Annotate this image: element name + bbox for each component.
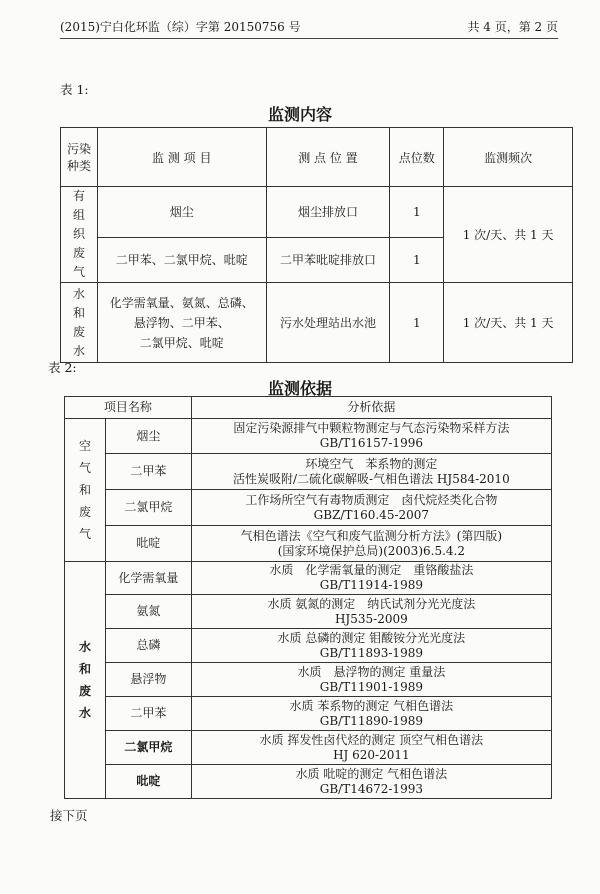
- header-pollution-type: 污染 种类: [61, 128, 98, 187]
- basis-cell: 气相色谱法《空气和废气监测分析方法》(第四版) (国家环境保护总局)(2003)6.5.4.2: [191, 526, 551, 562]
- document-number: (2015)宁白化环监（综）字第 20150756 号: [60, 20, 301, 34]
- table-row: [65, 526, 552, 562]
- item-cell: 烟尘: [97, 187, 266, 238]
- basis-cell: 水质 悬浮物的测定 重量法 GB/T11901-1989: [191, 663, 551, 697]
- table-row: [61, 283, 573, 363]
- location-cell: 二甲苯吡啶排放口: [266, 237, 390, 282]
- table-row: [65, 663, 552, 697]
- item-name-cell: 二甲苯: [105, 697, 191, 731]
- points-cell: 1: [390, 237, 444, 282]
- table-row: [65, 454, 552, 490]
- item-cell: 化学需氧量、氨氮、总磷、 悬浮物、二甲苯、 二氯甲烷、吡啶: [97, 283, 266, 363]
- item-name-cell: 二氯甲烷: [105, 731, 191, 765]
- table-row: [65, 697, 552, 731]
- table-header-row: [61, 128, 573, 187]
- frequency-cell: 1 次/天、共 1 天: [444, 283, 573, 363]
- table1-title: 监测内容: [267, 105, 332, 124]
- header-location: 测 点 位 置: [266, 128, 390, 187]
- basis-cell: 水质 氨氮的测定 纳氏试剂分光光度法 HJ535-2009: [191, 595, 551, 629]
- header-item: 监 测 项 目: [97, 128, 266, 187]
- basis-cell: 水质 吡啶的测定 气相色谱法 GB/T14672-1993: [191, 765, 551, 799]
- pollution-type-organized-gas: 有 组 织 废 气: [61, 187, 98, 283]
- item-name-cell: 吡啶: [105, 526, 191, 562]
- points-cell: 1: [390, 187, 444, 238]
- table-row: [65, 629, 552, 663]
- header-frequency: 监测频次: [444, 128, 573, 187]
- location-cell: 烟尘排放口: [266, 187, 390, 238]
- continue-next-page: 接下页: [50, 808, 88, 823]
- header-item-name: 项目名称: [65, 397, 192, 419]
- page-info: 共 4 页，第 2 页: [467, 20, 558, 34]
- pollution-type-water: 水 和 废 水: [61, 283, 98, 363]
- basis-cell: 水质 挥发性卤代烃的测定 顶空气相色谱法 HJ 620-2011: [191, 731, 551, 765]
- table-row: [65, 419, 552, 454]
- frequency-cell: 1 次/天、共 1 天: [444, 187, 573, 283]
- monitoring-content-table: [60, 127, 573, 363]
- header-basis: 分析依据: [191, 397, 551, 419]
- item-name-cell: 二氯甲烷: [105, 490, 191, 526]
- basis-cell: 工作场所空气有毒物质测定 卤代烷烃类化合物 GBZ/T160.45-2007: [191, 490, 551, 526]
- basis-cell: 水质 化学需氧量的测定 重铬酸盐法 GB/T11914-1989: [191, 562, 551, 595]
- table-row: [65, 562, 552, 595]
- item-name-cell: 化学需氧量: [105, 562, 191, 595]
- category-water: 水 和 废 水: [65, 562, 106, 799]
- monitoring-basis-table: [64, 396, 552, 799]
- points-cell: 1: [390, 283, 444, 363]
- table-row: [61, 187, 573, 238]
- table2-label: 表 2:: [48, 360, 77, 375]
- table-row: [65, 595, 552, 629]
- table1-label: 表 1:: [60, 82, 89, 97]
- table-row: [65, 731, 552, 765]
- table-row: [65, 765, 552, 799]
- table-row: [65, 490, 552, 526]
- basis-cell: 固定污染源排气中颗粒物测定与气态污染物采样方法 GB/T16157-1996: [191, 419, 551, 454]
- item-name-cell: 吡啶: [105, 765, 191, 799]
- item-name-cell: 总磷: [105, 629, 191, 663]
- header-points: 点位数: [390, 128, 444, 187]
- category-air: 空 气 和 废 气: [65, 419, 106, 562]
- item-name-cell: 悬浮物: [105, 663, 191, 697]
- table-header-row: [65, 397, 552, 419]
- item-cell: 二甲苯、二氯甲烷、吡啶: [97, 237, 266, 282]
- item-name-cell: 烟尘: [105, 419, 191, 454]
- basis-cell: 水质 总磷的测定 钼酸铵分光光度法 GB/T11893-1989: [191, 629, 551, 663]
- page-header: [60, 18, 558, 39]
- location-cell: 污水处理站出水池: [266, 283, 390, 363]
- item-name-cell: 氨氮: [105, 595, 191, 629]
- table2-title: 监测依据: [267, 379, 332, 398]
- basis-cell: 水质 苯系物的测定 气相色谱法 GB/T11890-1989: [191, 697, 551, 731]
- item-name-cell: 二甲苯: [105, 454, 191, 490]
- basis-cell: 环境空气 苯系物的测定 活性炭吸附/二硫化碳解吸-气相色谱法 HJ584-2010: [191, 454, 551, 490]
